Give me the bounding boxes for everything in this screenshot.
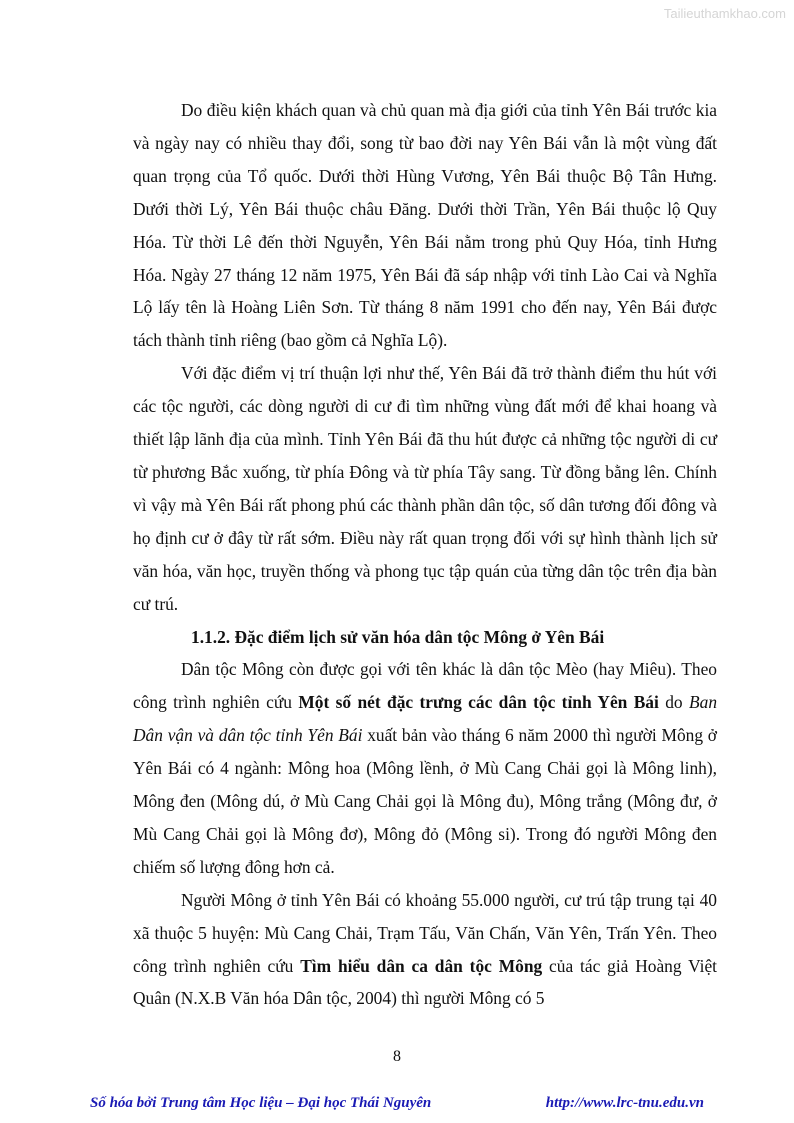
footer-source: Số hóa bởi Trung tâm Học liệu – Đại học Thái Nguyên — [90, 1095, 432, 1111]
bold-title: Một số nét đặc trưng các dân tộc tỉnh Yên Bái — [298, 692, 659, 713]
footer-url[interactable]: http://www.lrc-tnu.edu.vn — [545, 1095, 704, 1111]
text-run: xuất bản vào tháng 6 năm 2000 thì người Mông ở Yên Bái có 4 ngành: Mông hoa (Mông lềnh, ở Mù Cang Chải gọi là Mông linh), Mông đen (Mông dú, ở Mù Cang Chải gọi là Mông đu), Mông trắng (Mông đư, ở Mù Cang Chải gọi là Mông đơ), Mông đỏ (Mông si). Trong đó người Mông đen chiếm số lượng đông hơn cả. — [133, 725, 717, 877]
paragraph — [133, 94, 717, 357]
document-body — [133, 94, 717, 1015]
text-run: do — [658, 692, 689, 713]
text-run: Người Mông ở tỉnh Yên Bái có khoảng 55.000 người, cư trú tập trung tại 40 xã thuộc 5 huyện: Mù Cang Chải, Trạm Tấu, Văn Chấn, Văn Yên, Trấn Yên. Theo công trình nghiên cứu — [133, 889, 717, 976]
text-run: Dân tộc Mông còn được gọi với tên khác là dân tộc Mèo (hay Miêu). Theo công trình nghiên cứu — [133, 659, 717, 713]
watermark: Tailieuthamkhao.com — [663, 6, 786, 21]
paragraph — [133, 653, 717, 883]
text-run: Với đặc điểm vị trí thuận lợi như thế, Yên Bái đã trở thành điểm thu hút với các tộc người, các dòng người di cư đi tìm những vùng đất mới để khai hoang và thiết lập lãnh địa của mình. Tỉnh Yên Bái đã thu hút được cả những tộc người di cư từ phương Bắc xuống, từ phía Đông và từ phía Tây sang. Từ đồng bằng lên. Chính vì vậy mà Yên Bái rất phong phú các thành phần dân tộc, số dân tương đối đông và họ định cư ở đây từ rất sớm. Điều này rất quan trọng đối với sự hình thành lịch sử văn hóa, văn học, truyền thống và phong tục tập quán của từng dân tộc trên địa bàn cư trú. — [133, 363, 717, 614]
bold-title: Tìm hiểu dân ca dân tộc Mông — [300, 955, 543, 976]
paragraph — [133, 357, 717, 620]
text-run: Do điều kiện khách quan và chủ quan mà địa giới của tỉnh Yên Bái trước kia và ngày nay có nhiều thay đổi, song từ bao đời nay Yên Bái vẫn là một vùng đất quan trọng của Tổ quốc. Dưới thời Hùng Vương, Yên Bái thuộc Bộ Tân Hưng. Dưới thời Lý, Yên Bái thuộc châu Đăng. Dưới thời Trần, Yên Bái thuộc lộ Quy Hóa. Từ thời Lê đến thời Nguyễn, Yên Bái nằm trong phủ Quy Hóa, tỉnh Hưng Hóa. Ngày 27 tháng 12 năm 1975, Yên Bái đã sáp nhập với tỉnh Lào Cai và Nghĩa Lộ lấy tên là Hoàng Liên Sơn. Từ tháng 8 năm 1991 cho đến nay, Yên Bái được tách thành tỉnh riêng (bao gồm cả Nghĩa Lộ). — [133, 100, 717, 351]
paragraph — [133, 884, 717, 1016]
text-run: của tác giả Hoàng Việt Quân (N.X.B Văn hóa Dân tộc, 2004) thì người Mông có 5 — [133, 955, 717, 1009]
page-number: 8 — [393, 1048, 401, 1065]
footer — [90, 1095, 704, 1112]
italic-source: Ban Dân vận và dân tộc tỉnh Yên Bái — [133, 692, 718, 746]
section-heading: 1.1.2. Đặc điểm lịch sử văn hóa dân tộc Mông ở Yên Bái — [191, 626, 605, 647]
